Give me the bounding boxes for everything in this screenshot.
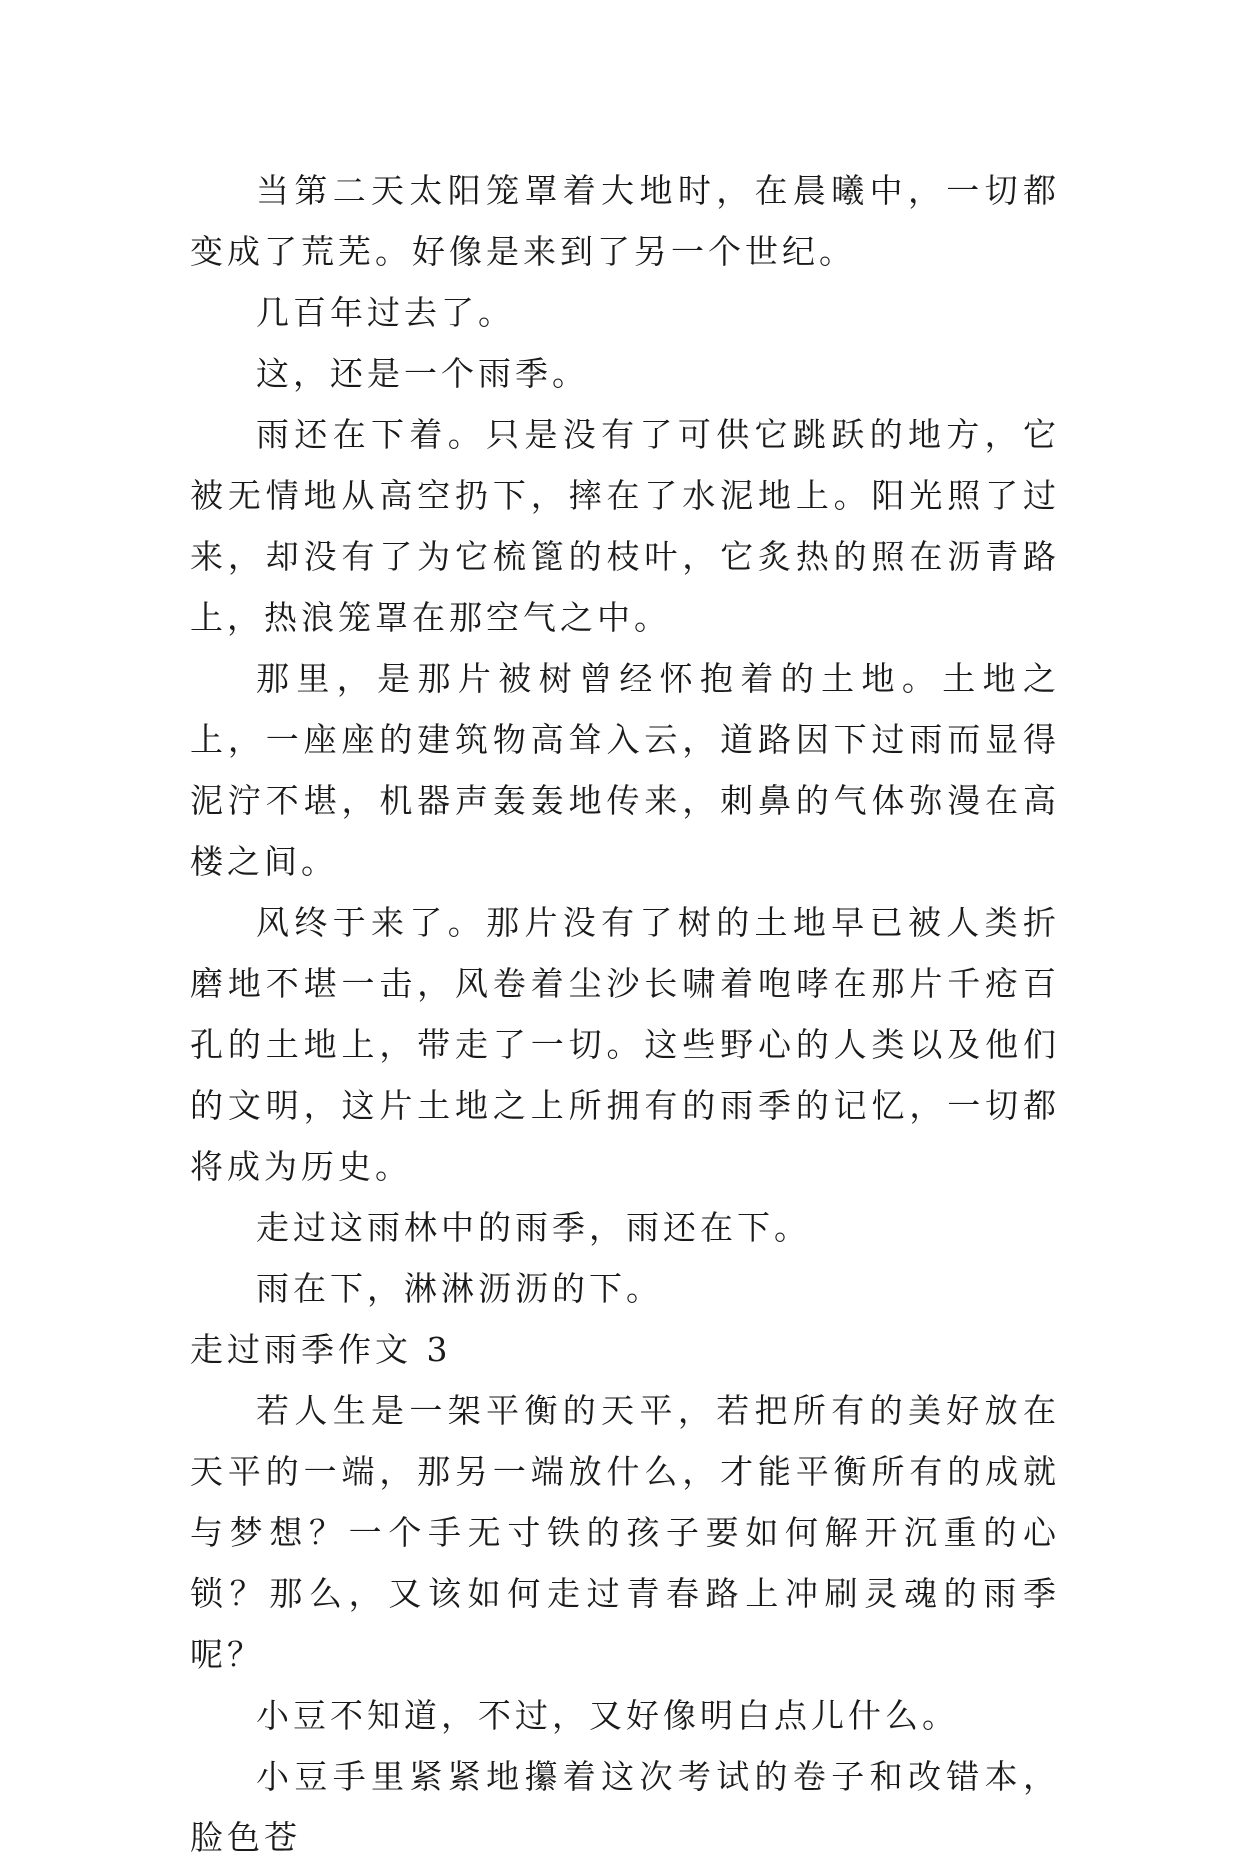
paragraph: 几百年过去了。 <box>256 293 515 332</box>
paragraph: 小豆不知道，不过，又好像明白点儿什么。 <box>256 1696 959 1735</box>
document-body <box>190 160 1060 1868</box>
paragraph: 雨在下，淋淋沥沥的下。 <box>256 1269 663 1308</box>
paragraph: 风终于来了。那片没有了树的土地早已被人类折磨地不堪一击，风卷着尘沙长啸着咆哮在那片千疮百孔的土地上，带走了一切。这些野心的人类以及他们的文明，这片土地之上所拥有的雨季的记忆，一切都将成为历史。 <box>190 903 1060 1186</box>
paragraph: 当第二天太阳笼罩着大地时，在晨曦中，一切都变成了荒芜。好像是来到了另一个世纪。 <box>190 171 1060 271</box>
paragraph: 这，还是一个雨季。 <box>256 354 589 393</box>
paragraph: 小豆手里紧紧地攥着这次考试的卷子和改错本，脸色苍 <box>190 1757 1060 1857</box>
section-title: 走过雨季作文 3 <box>190 1330 452 1369</box>
paragraph: 雨还在下着。只是没有了可供它跳跃的地方，它被无情地从高空扔下，摔在了水泥地上。阳光照了过来，却没有了为它梳篦的枝叶，它炙热的照在沥青路上，热浪笼罩在那空气之中。 <box>190 415 1060 637</box>
paragraph: 那里，是那片被树曾经怀抱着的土地。土地之上，一座座的建筑物高耸入云，道路因下过雨而显得泥泞不堪，机器声轰轰地传来，刺鼻的气体弥漫在高楼之间。 <box>190 659 1060 881</box>
paragraph: 若人生是一架平衡的天平，若把所有的美好放在天平的一端，那另一端放什么，才能平衡所有的成就与梦想？一个手无寸铁的孩子要如何解开沉重的心锁？那么，又该如何走过青春路上冲刷灵魂的雨季呢？ <box>190 1391 1060 1674</box>
paragraph: 走过这雨林中的雨季，雨还在下。 <box>256 1208 811 1247</box>
